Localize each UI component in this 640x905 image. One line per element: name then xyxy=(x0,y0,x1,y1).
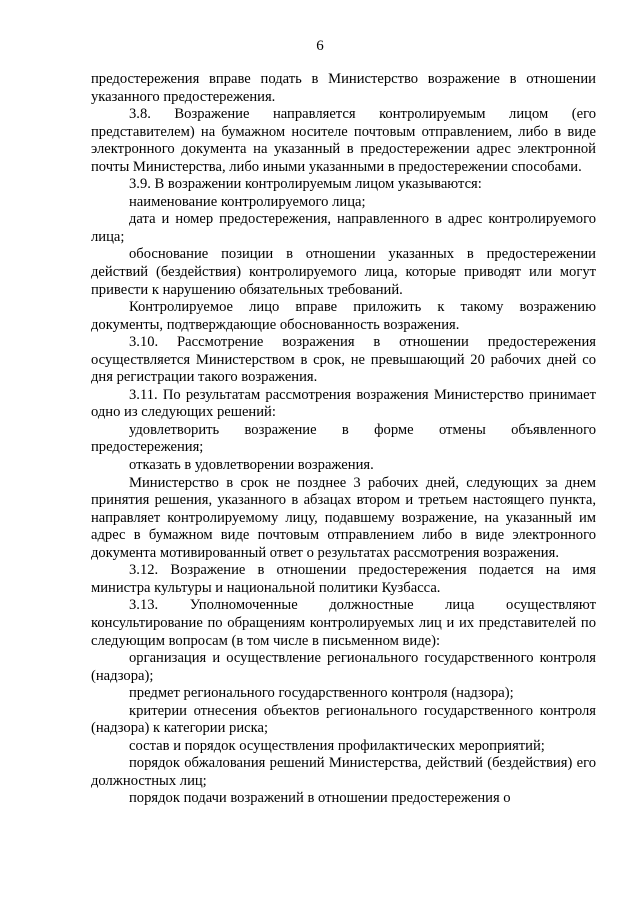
list-item: критерии отнесения объектов регионального государственного контроля (надзора) к категории риска; xyxy=(91,702,596,737)
paragraph-3-8: 3.8. Возражение направляется контролируемым лицом (его представителем) на бумажном носителе почтовым отправлением, либо в виде электронного документа на указанный в предостережении адрес электронной почты Министерства, либо иными указанными в предостережении способами. xyxy=(91,106,596,175)
paragraph: предостережения вправе подать в Министерство возражение в отношении указанного предостережения. xyxy=(91,71,596,105)
list-item: удовлетворить возражение в форме отмены объявленного предостережения; xyxy=(91,421,596,456)
paragraph-3-12: 3.12. Возражение в отношении предостережения подается на имя министра культуры и национальной политики Кузбасса. xyxy=(91,562,596,596)
list-item: состав и порядок осуществления профилактических мероприятий; xyxy=(129,737,545,754)
list-item: обоснование позиции в отношении указанных в предостережении действий (бездействия) контролируемого лица, которые приводят или могут привести к нарушению обязательных требований. xyxy=(91,246,596,298)
list-item: порядок подачи возражений в отношении предостережения о xyxy=(129,790,511,807)
list-item: дата и номер предостережения, направленного в адрес контролируемого лица; xyxy=(91,211,596,245)
list-item: организация и осуществление регионального государственного контроля (надзора); xyxy=(91,650,596,684)
paragraph: Министерство в срок не позднее 3 рабочих дней, следующих за днем принятия решения, указанного в абзацах втором и третьем настоящего пункта, направляет контролируемому лицу, подавшему возражение, на указанный им адрес в бумажном виде почтовым отправлением либо в виде электронного документа мотивированный ответ о результатах рассмотрения возражения. xyxy=(91,474,596,561)
list-item: наименование контролируемого лица; xyxy=(129,193,366,210)
document-body xyxy=(91,71,596,808)
paragraph-3-11: 3.11. По результатам рассмотрения возражения Министерство принимает одно из следующих решений: xyxy=(91,386,596,421)
paragraph-3-9: 3.9. В возражении контролируемым лицом указываются: xyxy=(129,176,482,193)
paragraph: Контролируемое лицо вправе приложить к такому возражению документы, подтверждающие обоснованность возражения. xyxy=(91,299,596,333)
list-item: предмет регионального государственного контроля (надзора); xyxy=(129,685,514,702)
list-item: отказать в удовлетворении возражения. xyxy=(129,457,374,474)
page-number: 6 xyxy=(316,38,324,54)
paragraph-3-10: 3.10. Рассмотрение возражения в отношении предостережения осуществляется Министерством в срок, не превышающий 20 рабочих дней со дня регистрации такого возражения. xyxy=(91,334,596,386)
paragraph-3-13: 3.13. Уполномоченные должностные лица осуществляют консультирование по обращениям контролируемых лиц и их представителей по следующим вопросам (в том числе в письменном виде): xyxy=(91,597,596,649)
list-item: порядок обжалования решений Министерства, действий (бездействия) его должностных лиц; xyxy=(91,755,596,789)
